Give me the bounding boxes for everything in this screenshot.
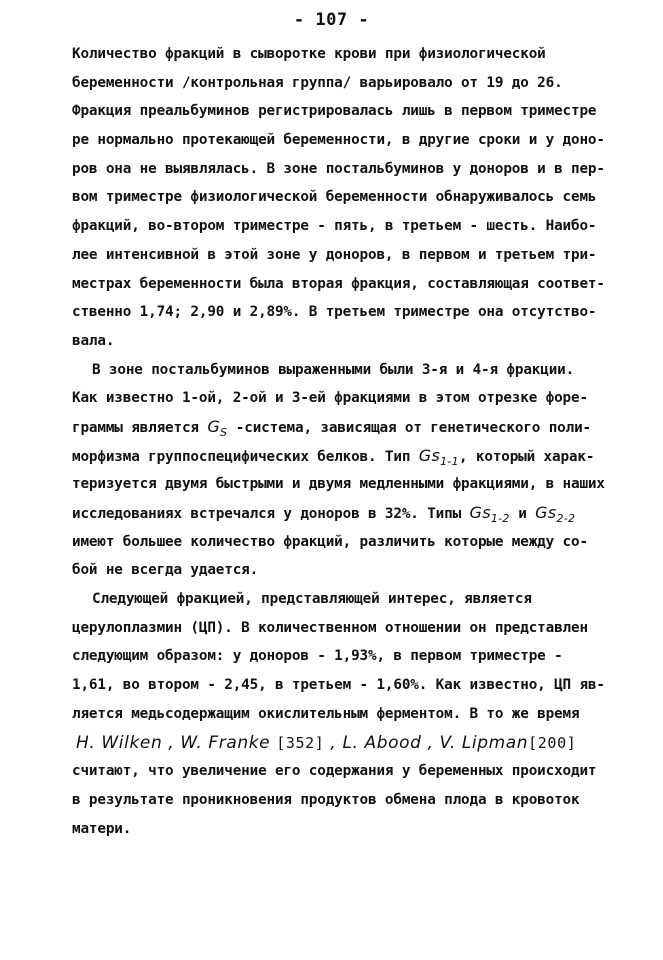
text-line: ляется медьсодержащим окислительным ферментом. В то же время: [72, 705, 580, 722]
text-line: следующим образом: у доноров - 1,93%, в первом триместре -: [72, 648, 563, 665]
body-text: [72, 40, 632, 843]
gs-type-symbol: $Gs_{1-1}$: [418, 445, 459, 468]
text-line-type: [72, 442, 632, 471]
text-line: вом триместре физиологической беременности обнаруживалось семь: [72, 189, 597, 206]
text-fragment: исследованиях встречался у доноров в 32%. Типы: [72, 506, 470, 522]
author-name: W. Franke: [180, 732, 271, 753]
text-line: Количество фракций в сыворотке крови при физиологической: [72, 46, 546, 62]
author-name: V. Lipman: [439, 732, 529, 753]
text-line: беременности /контрольная группа/ варьировало от 19 до 26.: [72, 74, 563, 91]
text-line: Как известно 1-ой, 2-ой и 3-ей фракциями в этом отрезке форе-: [72, 390, 588, 407]
text-line: лее интенсивной в этой зоне у доноров, в первом и третьем три-: [72, 246, 597, 263]
text-line: местрах беременности была вторая фракция, составляющая соответ-: [72, 275, 605, 292]
author-name: L. Abood: [342, 732, 422, 753]
text-fragment: -система, зависящая от генетического поли-: [227, 419, 591, 436]
page-number: - 107 -: [293, 10, 370, 30]
text-line: ре нормально протекающей беременности, в другие сроки и у доно-: [72, 132, 605, 149]
gs-type-symbol: $Gs_{1-2}$: [469, 503, 510, 526]
text-fragment: , который харак-: [458, 448, 595, 465]
text-line: теризуется двумя быстрыми и двумя медленными фракциями, в наших: [72, 476, 605, 493]
text-fragment: и: [509, 506, 536, 522]
text-line: церулоплазмин (ЦП). В количественном отношении он представлен: [72, 619, 588, 636]
text-line: считают, что увеличение его содержания у беременных происходит: [72, 763, 597, 780]
text-line: В зоне постальбуминов выраженными были 3-я и 4-я фракции.: [92, 361, 575, 378]
text-line: ственно 1,74; 2,90 и 2,89%. В третьем триместре она отсутство-: [72, 304, 597, 321]
author-name: H. Wilken: [76, 732, 163, 753]
text-line: ров она не выявлялась. В зоне постальбуминов у доноров и в пер-: [72, 160, 605, 177]
citation-number: [200]: [528, 733, 577, 752]
gs-symbol: $G_S$: [207, 416, 228, 440]
text-line: имеют большее количество фракций, различить которые между со-: [72, 533, 588, 550]
text-fragment: граммы является: [72, 419, 208, 436]
text-line: фракций, во-втором триместре - пять, в третьем - шесть. Наибо-: [72, 218, 597, 235]
gs-type-symbol: $Gs_{2-2}$: [535, 503, 576, 526]
text-line: матери.: [72, 820, 132, 837]
text-line-types: [72, 499, 632, 528]
text-line: в результате проникновения продуктов обмена плода в кровоток: [72, 791, 580, 808]
text-line: вала.: [72, 332, 115, 349]
text-fragment: морфизма группоспецифических белков. Тип: [72, 448, 419, 465]
reference-line: H. Wilken , W. Franke [352] , L. Abood , V. Lipman[200]: [76, 732, 577, 753]
text-line-gs: [72, 413, 632, 442]
text-line: Фракция преальбуминов регистрировалась лишь в первом триместре: [72, 103, 597, 120]
text-line: Следующей фракцией, представляющей интерес, является: [92, 591, 532, 608]
text-line: 1,61, во втором - 2,45, в третьем - 1,60%. Как известно, ЦП яв-: [72, 677, 605, 694]
text-line: бой не всегда удается.: [72, 562, 259, 579]
citation-number: [352]: [276, 733, 325, 752]
